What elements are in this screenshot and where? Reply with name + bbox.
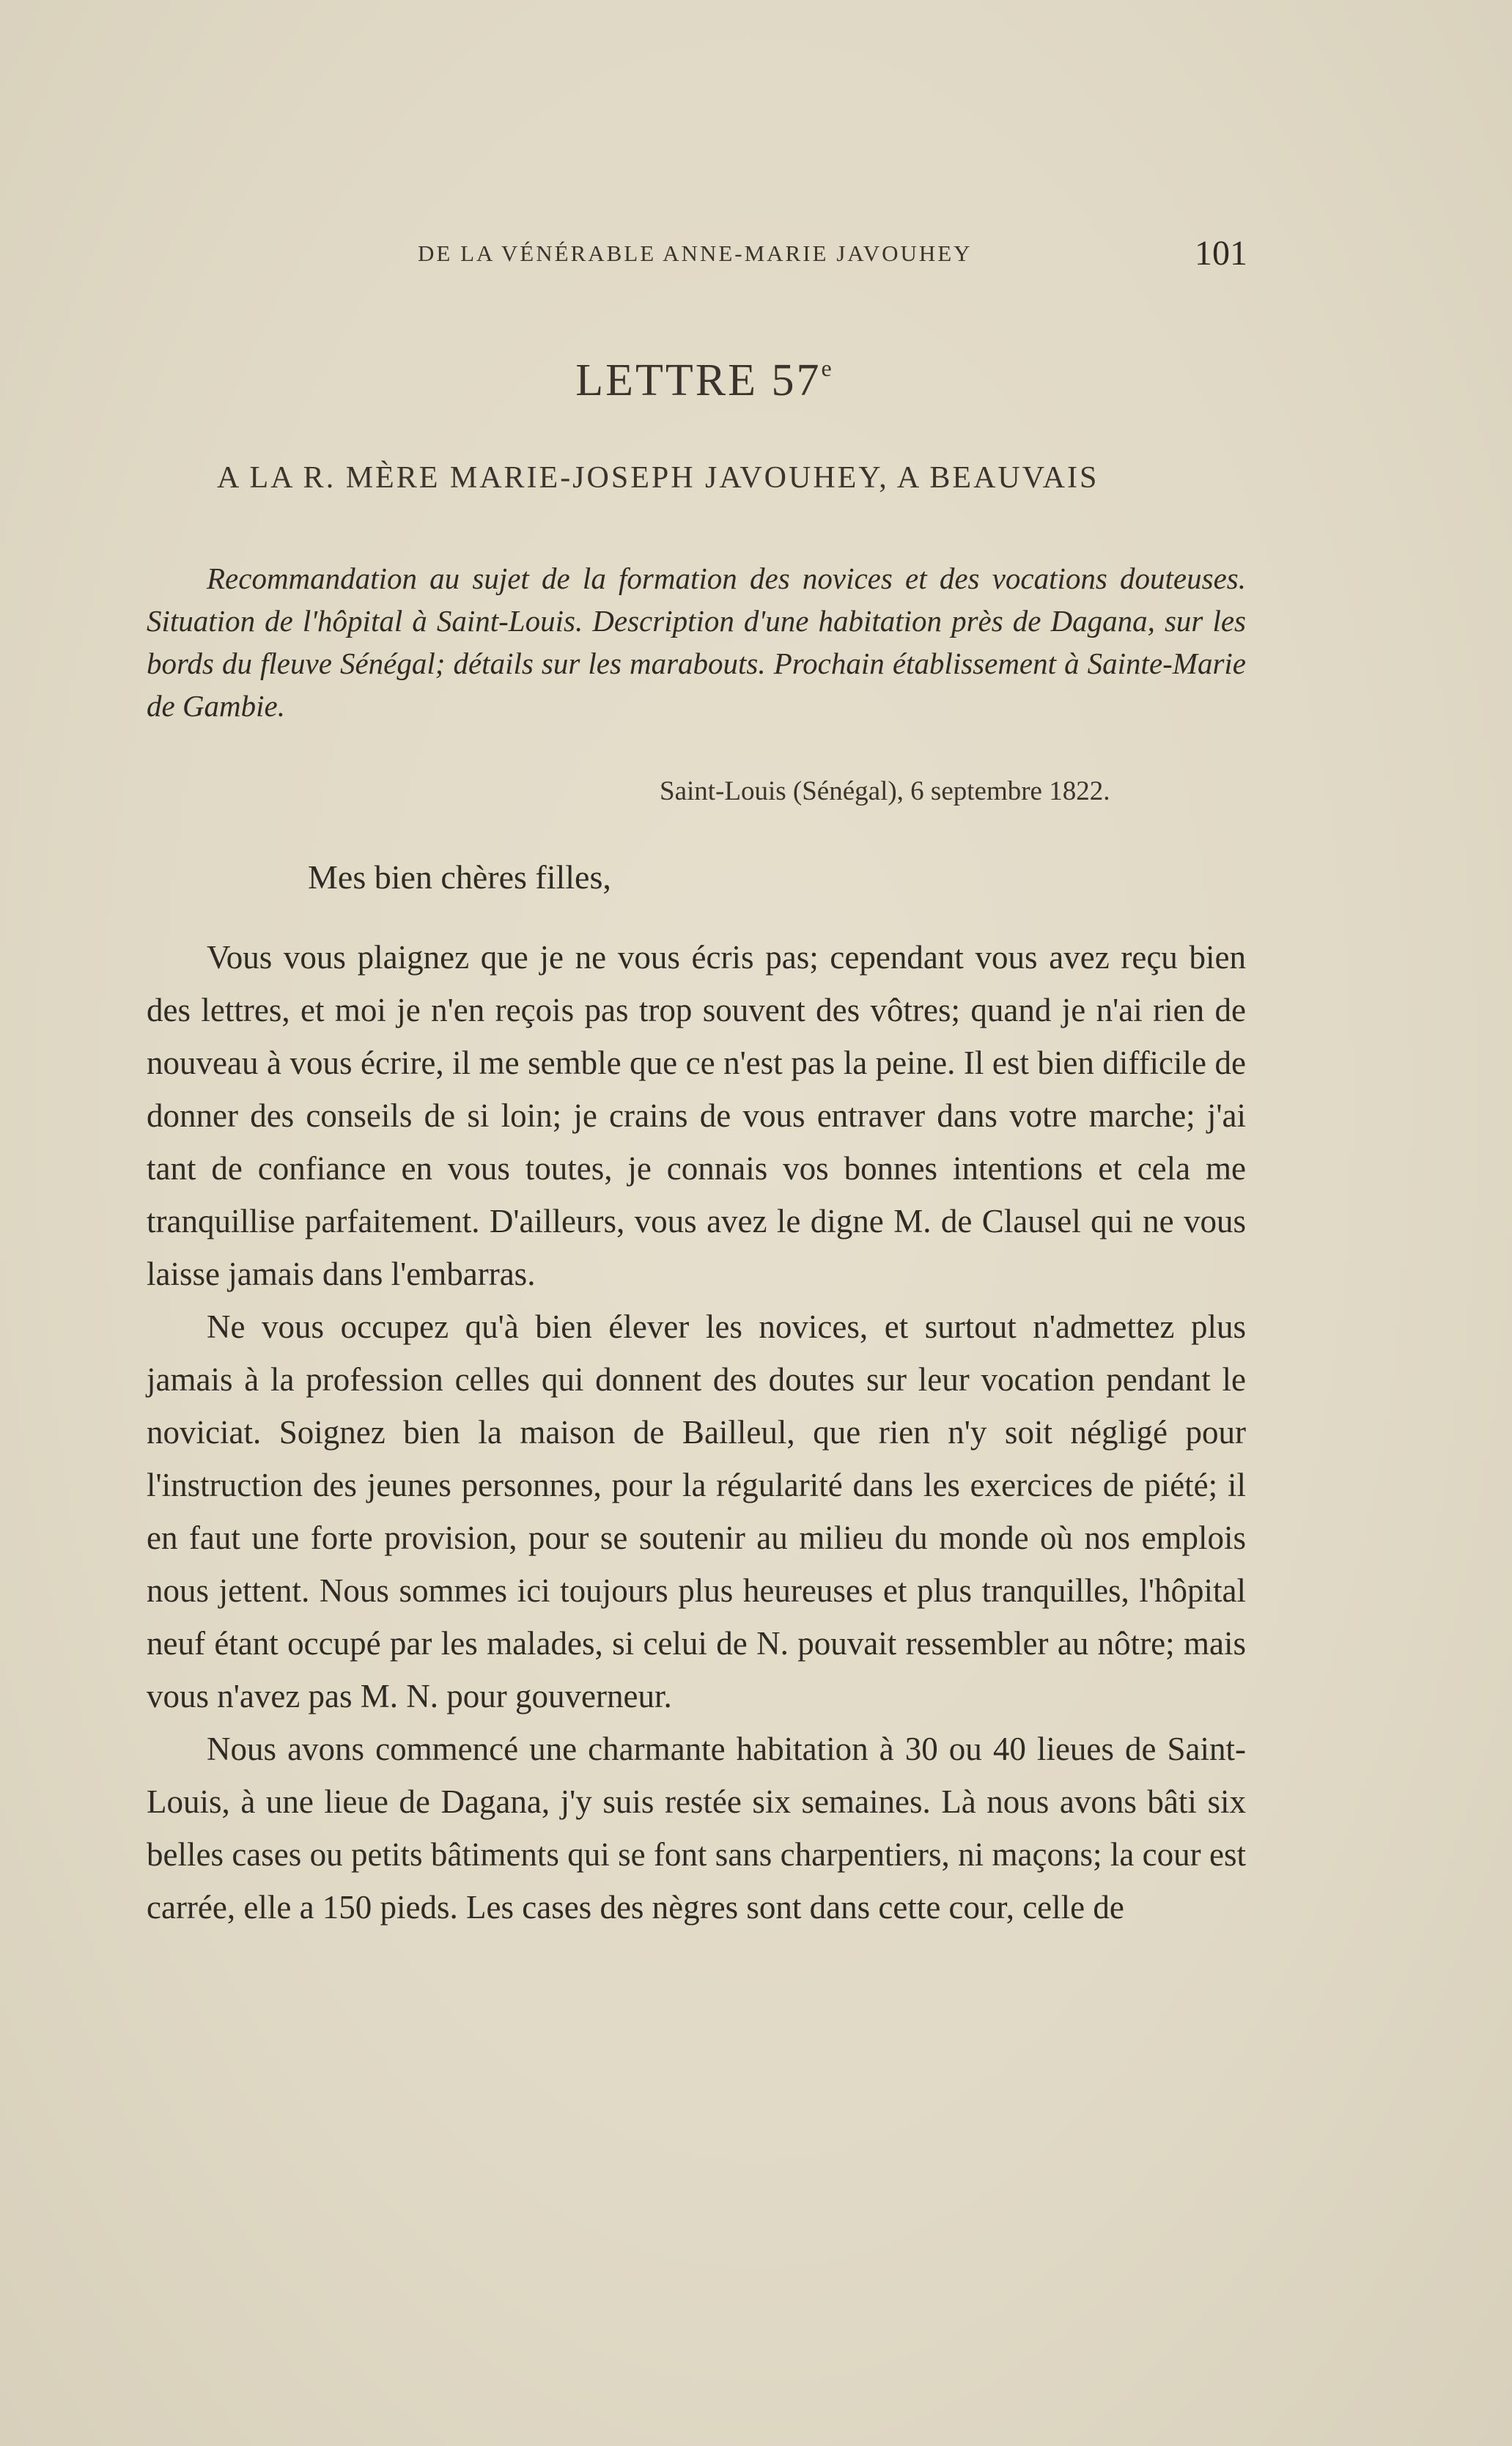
letter-title-suffix: e [821, 355, 832, 381]
body-paragraph: Vous vous plaignez que je ne vous écris pas; cependant vous avez reçu bien des lettres, et moi je n'en reçois pas trop souvent des vôtres; quand je n'ai rien de nouveau à vous écrire, il me semble que ce n'est pas la peine. Il est bien difficile de donner des conseils de si loin; je crains de vous entraver dans votre marche; j'ai tant de confiance en vous toutes, je connais vos bonnes intentions et cela me tranquillise parfaitement. D'ailleurs, vous avez le digne M. de Clausel qui ne vous laisse jamais dans l'embarras. [147, 939, 1246, 1292]
letter-salutation: Mes bien chères filles, [308, 858, 611, 896]
page-number: 101 [1195, 234, 1247, 273]
letter-summary: Recommandation au sujet de la formation des novices et des vocations douteuses. Situation de l'hôpital à Saint-Louis. Description d'une habitation près de Dagana, sur les bords du fleuve Sénégal; détails sur les marabouts. Prochain établissement à Sainte-Marie de Gambie. [147, 561, 1246, 723]
body-paragraph: Nous avons commencé une charmante habitation à 30 ou 40 lieues de Saint-Louis, à une lieue de Dagana, j'y suis restée six semaines. Là nous avons bâti six belles cases ou petits bâtiments qui se font sans charpentiers, ni maçons; la cour est carrée, elle a 150 pieds. Les cases des nègres sont dans cette cour, celle de [147, 1731, 1246, 1926]
letter-title-text: LETTRE 57 [575, 356, 822, 405]
letter-body [147, 931, 1246, 1934]
letter-title [0, 355, 1407, 407]
letter-dateline: Saint-Louis (Sénégal), 6 septembre 1822. [660, 776, 1110, 806]
body-paragraph: Ne vous occupez qu'à bien élever les novices, et surtout n'admettez plus jamais à la profession celles qui donnent des doutes sur leur vocation pendant le noviciat. Soignez bien la maison de Bailleul, que rien n'y soit négligé pour l'instruction des jeunes personnes, pour la régularité dans les exercices de piété; il en faut une forte provision, pour se soutenir au milieu du monde où nos emplois nous jettent. Nous sommes ici toujours plus heureuses et plus tranquilles, l'hôpital neuf étant occupé par les malades, si celui de N. pouvait ressembler au nôtre; mais vous n'avez pas M. N. pour gouverneur. [147, 1308, 1246, 1714]
running-head: DE LA VÉNÉRABLE ANNE-MARIE JAVOUHEY [418, 240, 973, 266]
letter-addressee: A LA R. MÈRE MARIE-JOSEPH JAVOUHEY, A BEAUVAIS [217, 461, 1099, 495]
